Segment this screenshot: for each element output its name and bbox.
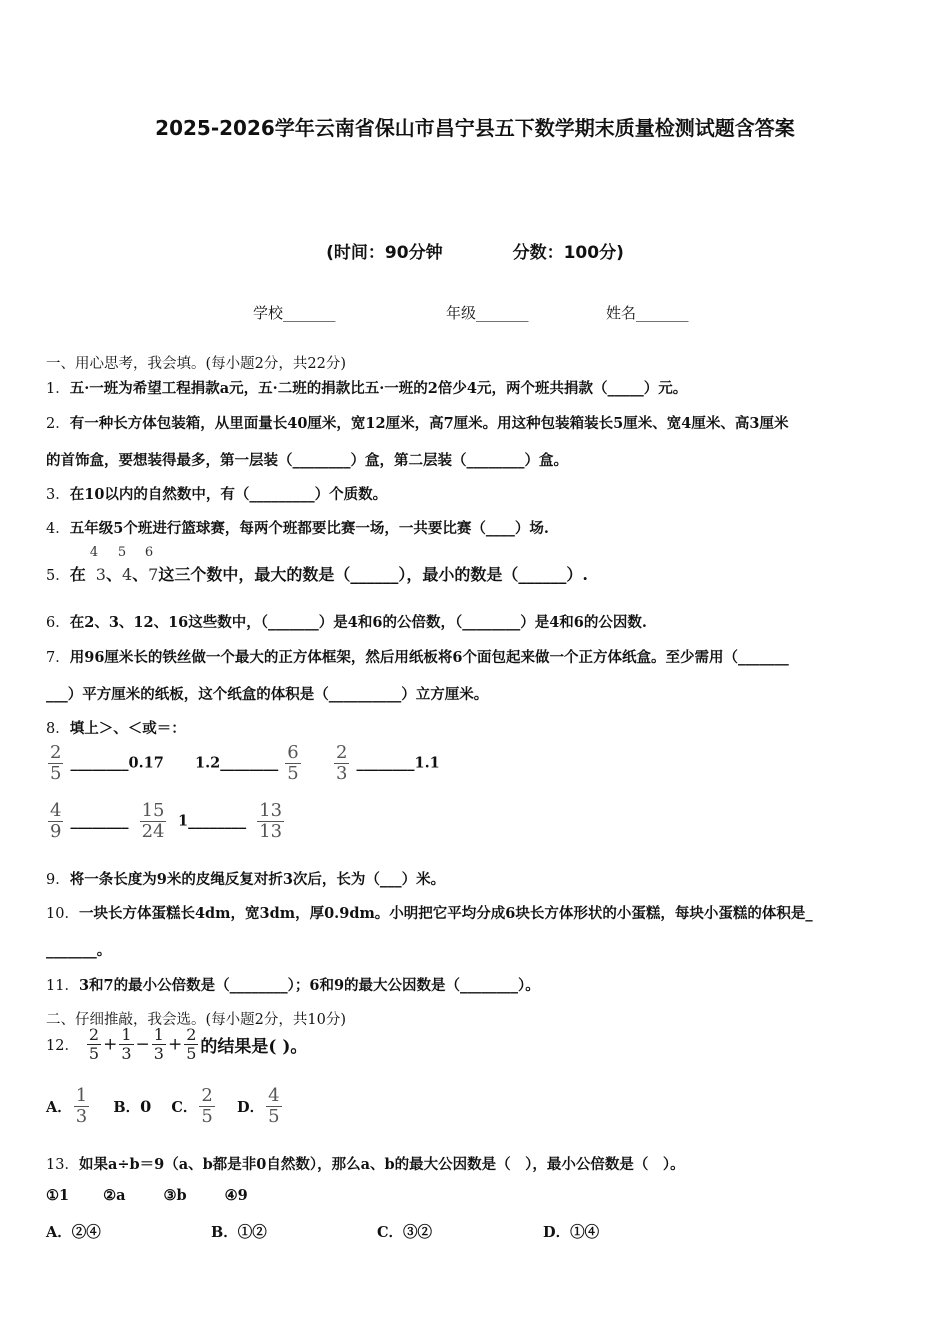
fraction-denominator: 3 [336, 763, 348, 784]
answer-blank[interactable]: ________ [220, 754, 279, 772]
fraction [184, 1027, 198, 1062]
fraction-numerator: 6 [287, 742, 299, 763]
question-text: 用96厘米长的铁丝做一个最大的正方体框架，然后用纸板将6个面包起来做一个正方体纸盒。至少需用（_______ [69, 649, 789, 666]
fraction-denominator: 9 [50, 821, 62, 842]
question-number: 5． [46, 568, 70, 584]
fraction [334, 744, 349, 783]
question-text: 在10以内的自然数中，有（_________）个质数。 [69, 486, 388, 503]
fraction-numerator: 1 [153, 1025, 164, 1044]
choice-3: ③b [163, 1187, 187, 1204]
question-number: 9． [46, 872, 70, 888]
fraction-denominator: 3 [153, 1044, 164, 1063]
page-title: 2025-2026学年云南省保山市昌宁县五下数学期末质量检测试题含答案 [155, 116, 795, 140]
exam-time: (时间：90分钟 [326, 243, 443, 263]
question-2 [46, 412, 788, 433]
fraction-numerator: 4 [89, 545, 99, 560]
fraction-denominator: 5 [50, 763, 62, 784]
question-12 [46, 1027, 307, 1062]
fraction-numerator: 2 [50, 742, 62, 763]
compare-item-e [178, 802, 286, 841]
question-13-choices [46, 1187, 248, 1204]
fraction-numerator: 4 [268, 1085, 280, 1106]
question-13 [46, 1153, 685, 1174]
question-text: 如果a÷b＝9（a、b都是非0自然数），那么a、b的最大公因数是（ ），最小公倍数是（ ）。 [78, 1156, 685, 1173]
fraction-numerator: 2 [201, 1085, 213, 1106]
option-b[interactable]: B．①② [211, 1224, 267, 1241]
question-number: 10． [46, 906, 79, 922]
option-c-label[interactable]: C． [171, 1099, 198, 1116]
fraction-denominator: 13 [259, 821, 283, 842]
option-d[interactable]: D．①④ [543, 1224, 600, 1241]
fraction-numerator: 6 [144, 545, 154, 560]
question-number: 1． [46, 381, 70, 397]
question-text: 五·一班为希望工程捐款a元，五·二班的捐款比五·一班的2倍少4元，两个班共捐款（_____）元。 [69, 380, 688, 397]
question-number: 13． [46, 1157, 79, 1173]
fraction-numerator: 1 [75, 1085, 88, 1106]
question-text: 在 [69, 565, 86, 584]
question-text: 填上＞、＜或＝： [69, 720, 186, 737]
question-text: 3和7的最小公倍数是（________）；6和9的最大公因数是（________）。 [78, 977, 540, 994]
question-9 [46, 868, 445, 889]
fraction-numerator: 15 [141, 800, 165, 821]
question-text: 将一条长度为9米的皮绳反复对折3次后，长为（___）米。 [69, 871, 446, 888]
fraction-denominator: 7 [148, 565, 159, 584]
fraction-denominator: 5 [287, 763, 299, 784]
compare-item-b [195, 744, 303, 783]
fraction-denominator: 3 [75, 1106, 88, 1127]
question-7 [46, 646, 789, 667]
grade-field[interactable]: 年级_______ [446, 304, 529, 322]
question-1 [46, 377, 687, 398]
fraction-denominator: 5 [186, 1044, 197, 1063]
compare-item-d [46, 802, 168, 841]
fraction-numerator: 5 [117, 545, 127, 560]
answer-blank[interactable]: ________ [356, 754, 415, 772]
fraction [48, 744, 63, 783]
fraction [257, 802, 284, 841]
fraction [87, 1027, 101, 1062]
fraction-numerator: 1 [121, 1025, 132, 1044]
question-4 [46, 517, 549, 538]
question-2-cont: 的首饰盒，要想装得最多，第一层装（________）盒，第二层装（________）盒。 [46, 452, 568, 469]
fraction [152, 1027, 166, 1062]
fraction-denominator: 5 [88, 1044, 100, 1063]
question-number: 2． [46, 416, 70, 432]
fraction-numerator: 13 [259, 800, 283, 821]
fraction [119, 1027, 133, 1062]
question-text: 在2、3、12、16这些数中，（_______）是4和6的公倍数，（________）是4和6的公因数. [69, 614, 647, 631]
compare-value: 1 [178, 812, 189, 830]
compare-value: 1.2 [195, 754, 221, 772]
question-10-cont: _______。 [46, 942, 112, 959]
operator: − [135, 1034, 150, 1055]
option-b-value: 0 [140, 1097, 152, 1116]
fraction-denominator: 5 [268, 1106, 280, 1127]
question-text: 一块长方体蛋糕长4dm，宽3dm，厚0.9dm。小明把它平均分成6块长方体形状的小蛋糕，每块小蛋糕的体积是_ [78, 905, 813, 922]
question-number: 11． [46, 978, 79, 994]
compare-value: 1.1 [414, 754, 440, 772]
question-11 [46, 974, 540, 995]
fraction [285, 744, 300, 783]
compare-item-c [332, 744, 440, 783]
exam-score: 分数：100分) [512, 243, 624, 263]
option-a[interactable]: A．②④ [46, 1224, 101, 1241]
fraction-denominator: 4 [121, 565, 133, 584]
choice-4: ④9 [224, 1187, 248, 1204]
fraction-denominator: 5 [201, 1106, 213, 1127]
question-8 [46, 717, 186, 738]
question-12-options [46, 1087, 284, 1126]
question-text: 的结果是( )。 [200, 1037, 308, 1057]
separator: 、 [105, 565, 122, 584]
fraction-numerator: 2 [336, 742, 348, 763]
question-5 [46, 562, 588, 585]
question-number: 4． [46, 521, 70, 537]
name-field[interactable]: 姓名_______ [606, 304, 689, 322]
compare-item-a [46, 744, 164, 783]
question-number: 6． [46, 615, 70, 631]
question-number: 12． [46, 1038, 79, 1054]
question-3 [46, 483, 387, 504]
fraction [140, 802, 167, 841]
question-text: 这三个数中，最大的数是（______），最小的数是（______）. [158, 565, 588, 584]
option-c[interactable]: C．③② [377, 1224, 433, 1241]
question-number: 7． [46, 650, 70, 666]
option-b-label[interactable]: B． [113, 1099, 141, 1116]
fraction-numerator: 2 [88, 1025, 100, 1044]
fraction [48, 802, 63, 841]
fraction-denominator: 24 [141, 821, 165, 842]
separator: 、 [132, 565, 149, 584]
option-c-fraction [199, 1087, 214, 1126]
fraction-denominator: 3 [95, 565, 106, 584]
question-number: 3． [46, 487, 70, 503]
question-number: 8． [46, 721, 70, 737]
option-d-label[interactable]: D． [237, 1099, 265, 1116]
question-7-cont: ___）平方厘米的纸板，这个纸盒的体积是（__________）立方厘米。 [46, 686, 489, 703]
option-a-fraction [74, 1087, 89, 1126]
section-heading-2: 二、仔细推敲，我会选。(每小题2分，共10分) [46, 1012, 346, 1028]
choice-2: ②a [103, 1187, 126, 1204]
question-text: 有一种长方体包装箱，从里面量长40厘米，宽12厘米，高7厘米。用这种包装箱装长5厘米、宽4厘米、高3厘米 [69, 415, 789, 432]
section-heading-1: 一、用心思考，我会填。(每小题2分，共22分) [46, 356, 346, 372]
fraction-numerator: 2 [186, 1025, 197, 1044]
fraction-numerator: 4 [50, 800, 62, 821]
answer-blank[interactable]: ________ [188, 812, 247, 830]
answer-blank[interactable]: ________ [70, 754, 129, 772]
question-6 [46, 611, 647, 632]
question-text: 五年级5个班进行篮球赛，每两个班都要比赛一场，一共要比赛（____）场. [69, 520, 549, 537]
school-field[interactable]: 学校_______ [253, 304, 336, 322]
fraction-denominator: 3 [121, 1044, 132, 1063]
answer-blank[interactable]: ________ [70, 812, 129, 830]
operator: + [103, 1034, 118, 1055]
option-d-fraction [266, 1087, 281, 1126]
operator: + [167, 1034, 183, 1055]
exam-meta [0, 238, 950, 263]
option-a-label[interactable]: A． [46, 1099, 72, 1116]
compare-value: 0.17 [128, 754, 164, 772]
choice-1: ①1 [46, 1187, 70, 1204]
question-10 [46, 902, 813, 923]
